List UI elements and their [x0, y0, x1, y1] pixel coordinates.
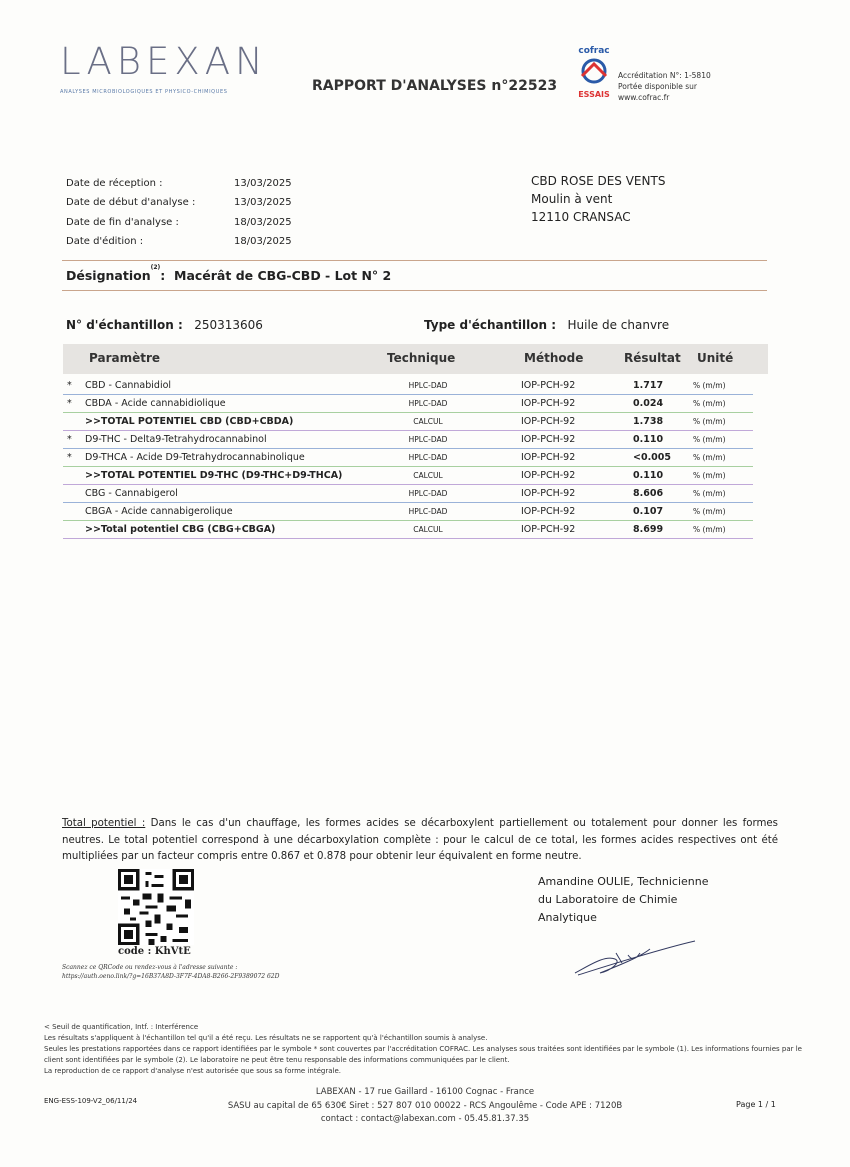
meth-cell: IOP-PCH-92: [521, 434, 576, 445]
accredited-mark: *: [67, 452, 72, 463]
date-value: 18/03/2025: [234, 235, 292, 247]
tech-cell: HPLC-DAD: [408, 489, 448, 498]
param-cell: >>TOTAL POTENTIEL D9-THC (D9-THC+D9-THCA): [85, 470, 343, 481]
tech-cell: HPLC-DAD: [408, 435, 448, 444]
table-row: [63, 521, 753, 539]
param-cell: D9-THCA - Acide D9-Tetrahydrocannabinolique: [85, 452, 305, 463]
unit-cell: % (m/m): [693, 507, 726, 516]
client-line: CBD ROSE DES VENTS: [531, 174, 666, 188]
param-cell: >>TOTAL POTENTIEL CBD (CBD+CBDA): [85, 416, 294, 427]
sample-number-label: N° d'échantillon :: [66, 318, 183, 332]
cofrac-logo-top: cofrac: [578, 46, 610, 56]
result-cell: 8.606: [633, 488, 664, 499]
row-divider: [63, 430, 753, 431]
legal-line: Seules les prestations rapportées dans ce rapport identifiées par le symbole * sont couvertes par l'accréditation COFRAC. Les analyses sous traitées sont identifiées par le symbole (1). Les informations fournies par le client sont identifiées par le symbole (2). Le laboratoire ne peut être tenu responsable des informations communiquées par le client.: [44, 1045, 802, 1064]
date-label: Date de fin d'analyse :: [66, 216, 179, 228]
page-number: Page 1 / 1: [736, 1100, 776, 1109]
signatory-line: du Laboratoire de Chimie: [538, 893, 678, 906]
note-text: Dans le cas d'un chauffage, les formes acides se décarboxylent partiellement ou totalement pour donner les formes neutres. Le total potentiel correspond à une décarboxylation complète : pour le calcul de ce total, les formes acides respectives ont été multipliées par un facteur compris entre 0.867 et 0.878 pour obtenir leur équivalent en forme neutre.: [62, 818, 778, 862]
param-cell: >>Total potentiel CBG (CBG+CBGA): [85, 524, 276, 535]
legal-line: La reproduction de ce rapport d'analyse n'est autorisée que sous sa forme intégrale.: [44, 1067, 341, 1075]
designation-label: Désignation: [66, 268, 151, 283]
accredited-mark: *: [67, 398, 72, 409]
unit-cell: % (m/m): [693, 435, 726, 444]
table-row: [63, 413, 753, 431]
results-table-header: [63, 344, 768, 374]
result-cell: <0.005: [633, 452, 672, 463]
document-reference: ENG-ESS-109-V2_06/11/24: [44, 1097, 138, 1105]
logo-text: LABEXAN: [60, 40, 268, 83]
logo-subtitle: ANALYSES MICROBIOLOGIQUES ET PHYSICO-CHIMIQUES: [60, 89, 228, 95]
divider: [62, 290, 767, 291]
result-cell: 0.024: [633, 398, 664, 409]
tech-cell: HPLC-DAD: [408, 399, 448, 408]
qr-instructions: [62, 963, 279, 981]
meth-cell: IOP-PCH-92: [521, 506, 576, 517]
qr-code-label: code : KhVtE: [118, 946, 191, 957]
meth-cell: IOP-PCH-92: [521, 398, 576, 409]
address-line: LABEXAN - 17 rue Gaillard - 16100 Cognac - France: [315, 1087, 535, 1097]
param-cell: D9-THC - Delta9-Tetrahydrocannabinol: [85, 434, 267, 445]
labexan-logo: [60, 40, 268, 95]
date-label: Date de début d'analyse :: [66, 197, 196, 209]
accredited-mark: *: [67, 434, 72, 445]
unit-cell: % (m/m): [693, 399, 726, 408]
date-value: 13/03/2025: [234, 197, 292, 209]
tech-cell: HPLC-DAD: [408, 381, 448, 390]
designation-value: Macérât de CBG-CBD - Lot N° 2: [174, 268, 392, 283]
sample-type: [424, 318, 669, 332]
meth-cell: IOP-PCH-92: [521, 470, 576, 481]
client-line: 12110 CRANSAC: [531, 210, 631, 224]
unit-cell: % (m/m): [693, 471, 726, 480]
col-meth: Méthode: [524, 351, 584, 365]
col-res: Résultat: [624, 351, 681, 365]
accredited-mark: *: [67, 380, 72, 391]
client-address: [531, 172, 665, 226]
param-cell: CBD - Cannabidiol: [85, 380, 172, 391]
row-divider: [63, 466, 753, 467]
row-divider: [63, 448, 753, 449]
dates-block: [66, 174, 292, 251]
date-value: 13/03/2025: [234, 178, 292, 189]
legal-line: < Seuil de quantification, Intf. : Interférence: [44, 1023, 199, 1031]
sample-type-value: Huile de chanvre: [567, 318, 670, 332]
meth-cell: IOP-PCH-92: [521, 452, 576, 463]
tech-cell: CALCUL: [413, 525, 443, 534]
designation-colon: :: [160, 268, 166, 283]
signatory-line: Analytique: [538, 911, 597, 924]
cofrac-logo: [574, 46, 614, 99]
result-cell: 1.717: [633, 380, 664, 391]
accreditation-line: Accréditation N°: 1-5810: [618, 71, 711, 80]
unit-cell: % (m/m): [693, 381, 726, 390]
row-divider: [63, 502, 753, 503]
tech-cell: HPLC-DAD: [408, 453, 448, 462]
cofrac-logo-bottom: ESSAIS: [578, 90, 610, 99]
designation-note-ref: (2): [150, 264, 161, 271]
row-divider: [63, 394, 753, 395]
result-cell: 0.110: [633, 470, 664, 481]
col-tech: Technique: [387, 351, 456, 365]
param-cell: CBDA - Acide cannabidiolique: [85, 398, 226, 409]
note-label: Total potentiel :: [62, 818, 146, 829]
meth-cell: IOP-PCH-92: [521, 416, 576, 427]
signatory-line: Amandine OULIE, Technicienne: [538, 875, 709, 888]
sample-number-value: 250313606: [194, 318, 263, 332]
date-label: Date de réception :: [66, 178, 163, 189]
row-divider: [63, 520, 753, 521]
designation: [66, 264, 392, 283]
accreditation-line: Portée disponible sur: [618, 82, 698, 91]
unit-cell: % (m/m): [693, 417, 726, 426]
row-divider: [63, 412, 753, 413]
cofrac-emblem-icon: [574, 56, 614, 86]
address-line: contact : contact@labexan.com - 05.45.81.37.35: [320, 1114, 530, 1124]
table-row: [63, 467, 753, 485]
table-row: [63, 395, 753, 413]
client-line: Moulin à vent: [531, 192, 613, 206]
row-divider: [63, 484, 753, 485]
qr-url[interactable]: https://auth.oeno.link/?g=16B37A8D-3F7F-4DA8-B266-2F9389072 62D: [62, 973, 280, 980]
accreditation-line: www.cofrac.fr: [618, 93, 670, 102]
col-param: Paramètre: [89, 351, 161, 365]
report-title: RAPPORT D'ANALYSES n°22523: [312, 78, 558, 94]
row-divider: [63, 538, 753, 539]
company-address: [190, 1086, 660, 1127]
qr-scan-text: Scannez ce QRCode ou rendez-vous à l'adresse suivante :: [62, 964, 238, 971]
unit-cell: % (m/m): [693, 525, 726, 534]
tech-cell: CALCUL: [413, 417, 443, 426]
param-cell: CBG - Cannabigerol: [85, 488, 178, 499]
tech-cell: HPLC-DAD: [408, 507, 448, 516]
table-row: [63, 485, 753, 503]
col-unit: Unité: [697, 351, 734, 365]
unit-cell: % (m/m): [693, 453, 726, 462]
legal-notes: [44, 1022, 814, 1077]
meth-cell: IOP-PCH-92: [521, 380, 576, 391]
meth-cell: IOP-PCH-92: [521, 488, 576, 499]
table-row: [63, 449, 753, 467]
result-cell: 1.738: [633, 416, 664, 427]
signatory: [538, 873, 709, 927]
signature-icon: [570, 935, 700, 980]
unit-cell: % (m/m): [693, 489, 726, 498]
sample-type-label: Type d'échantillon :: [424, 318, 557, 332]
date-value: 18/03/2025: [234, 216, 292, 228]
sample-number: [66, 318, 263, 332]
total-potential-note: [62, 816, 778, 866]
result-cell: 8.699: [633, 524, 664, 535]
tech-cell: CALCUL: [413, 471, 443, 480]
accreditation-info: [618, 70, 711, 103]
date-label: Date d'édition :: [66, 235, 144, 247]
divider: [62, 260, 767, 261]
table-row: [63, 377, 753, 395]
table-row: [63, 503, 753, 521]
meth-cell: IOP-PCH-92: [521, 524, 576, 535]
table-row: [63, 431, 753, 449]
param-cell: CBGA - Acide cannabigerolique: [85, 506, 233, 517]
legal-line: Les résultats s'appliquent à l'échantillon tel qu'il a été reçu. Les résultats ne se rapportent qu'à l'échantillon soumis à analyse.: [44, 1034, 488, 1042]
address-line: SASU au capital de 65 630€ Siret : 527 807 010 00022 - RCS Angoulême - Code APE : 7120B: [227, 1100, 623, 1111]
result-cell: 0.107: [633, 506, 664, 517]
qr-code-icon: [118, 868, 194, 946]
result-cell: 0.110: [633, 434, 664, 445]
